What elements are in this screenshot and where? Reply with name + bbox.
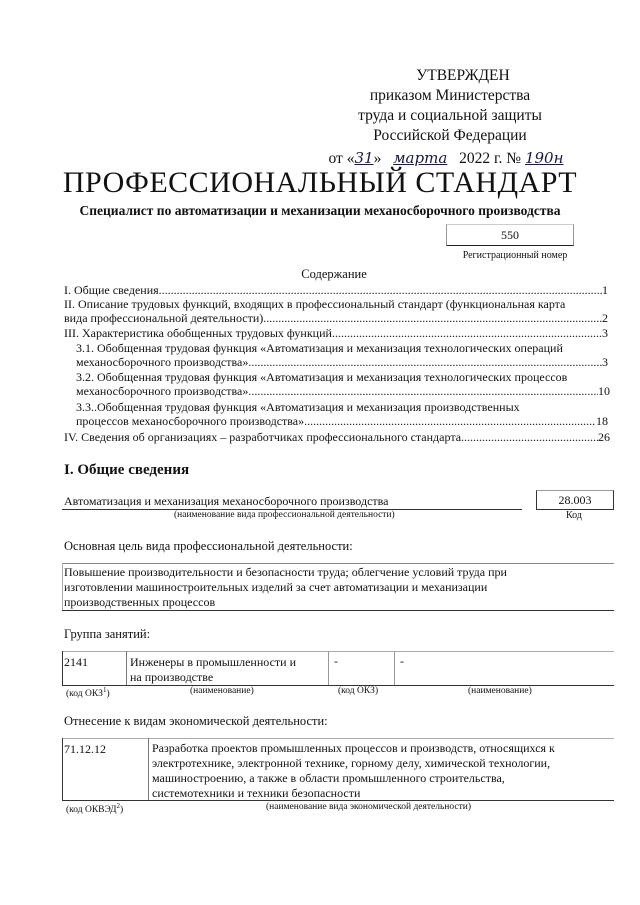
econ-box-bottom bbox=[62, 800, 614, 801]
toc-item-text-line1: II. Описание трудовых функций, входящих в профессиональный стандарт (функциональная карта bbox=[64, 297, 566, 311]
econ-desc-line-3: машиностроению, а также в области промышленного строительства, bbox=[152, 771, 505, 785]
econ-box-left bbox=[62, 738, 63, 800]
activity-code-caption: Код bbox=[566, 510, 582, 521]
group-label: Группа занятий: bbox=[64, 627, 151, 641]
activity-code: 28.003 bbox=[558, 493, 592, 507]
section-title: I. Общие сведения bbox=[64, 462, 190, 478]
group-divider-3 bbox=[394, 651, 395, 685]
toc-item-page: 18 bbox=[596, 414, 608, 428]
order-number: 190н bbox=[524, 149, 564, 167]
econ-desc-line-4: системотехники и техники безопасности bbox=[152, 786, 361, 800]
activity-code-box bbox=[536, 490, 614, 510]
toc-item-1[interactable] bbox=[64, 283, 608, 297]
toc-item-text-line1: 3.3..Обобщенная трудовая функция «Автоматизация и механизация производственных bbox=[76, 400, 520, 414]
approval-block bbox=[300, 66, 600, 169]
econ-box-top bbox=[62, 738, 614, 739]
toc-item-text: процессов механосборочного производства» bbox=[76, 414, 305, 428]
toc-item-text: вида профессиональной деятельности) bbox=[64, 311, 264, 325]
toc-item-4[interactable] bbox=[64, 430, 610, 444]
toc-item-page: 10 bbox=[598, 384, 610, 398]
toc-item-page: 3 bbox=[602, 355, 608, 369]
toc-item-text: I. Общие сведения bbox=[64, 283, 159, 297]
toc-item-text: IV. Сведения об организациях – разработчиках профессионального стандарта bbox=[64, 430, 462, 444]
econ-desc-line-2: электротехнике, электронной технике, горному делу, химической технологии, bbox=[152, 756, 551, 770]
toc-item-text: III. Характеристика обобщенных трудовых функций bbox=[64, 326, 332, 340]
toc-item-page: 26 bbox=[598, 430, 610, 444]
document-title: ПРОФЕССИОНАЛЬНЫЙ СТАНДАРТ bbox=[62, 166, 578, 199]
registration-label: Регистрационный номер bbox=[462, 250, 568, 261]
group-box-top bbox=[62, 651, 614, 652]
toc-heading: Содержание bbox=[301, 267, 367, 281]
group-divider-1 bbox=[126, 651, 127, 685]
date-mid: » bbox=[373, 150, 382, 167]
toc-item-2[interactable] bbox=[64, 297, 608, 325]
goal-label: Основная цель вида профессиональной деятельности: bbox=[64, 539, 353, 553]
approval-line-country: Российской Федерации bbox=[373, 127, 527, 144]
goal-box-bottom bbox=[62, 610, 614, 611]
goal-box-left bbox=[62, 563, 63, 611]
econ-caption-code: (код ОКВЭД$^2$) bbox=[66, 802, 124, 816]
date-prefix: от « bbox=[328, 150, 355, 167]
econ-caption-desc: (наименование вида экономической деятельности) bbox=[266, 802, 471, 812]
toc-item-3[interactable] bbox=[64, 326, 608, 340]
group-name-1-line1: Инженеры в промышленности и bbox=[130, 655, 296, 669]
group-name-1-line2: на производстве bbox=[130, 670, 214, 684]
goal-line-2: изготовлении машиностроительных изделий за счет автоматизации и механизации bbox=[64, 580, 488, 594]
toc-item-3-2[interactable] bbox=[76, 370, 610, 398]
group-name-2: - bbox=[400, 654, 404, 668]
toc-item-3-1[interactable] bbox=[76, 341, 608, 369]
goal-box-top bbox=[62, 563, 614, 564]
group-code-2: - bbox=[334, 654, 338, 668]
goal-line-3: производственных процессов bbox=[64, 595, 216, 609]
activity-name-caption: (наименование вида профессиональной деятельности) bbox=[174, 510, 395, 520]
toc-item-page: 2 bbox=[602, 311, 608, 325]
group-caption-name2: (наименование) bbox=[468, 686, 532, 696]
toc-item-page: 1 bbox=[602, 283, 608, 297]
approval-line-order: приказом Министерства bbox=[369, 87, 531, 104]
econ-code: 71.12.12 bbox=[64, 742, 106, 756]
registration-number-box bbox=[446, 224, 574, 246]
toc-item-text-line1: 3.1. Обобщенная трудовая функция «Автоматизация и механизация технологических операций bbox=[76, 341, 563, 355]
date-day: 31 bbox=[354, 149, 374, 167]
group-caption-code1: (код ОКЗ$^1$) bbox=[66, 686, 110, 700]
toc-item-text: механосборочного производства» bbox=[76, 355, 249, 369]
group-caption-code2: (код ОКЗ) bbox=[338, 686, 379, 696]
goal-line-1: Повышение производительности и безопасности труда; облегчение условий труда при bbox=[64, 565, 507, 579]
toc-item-3-3[interactable] bbox=[76, 400, 608, 428]
econ-divider bbox=[148, 738, 149, 800]
document-subtitle: Специалист по автоматизации и механизации механосборочного производства bbox=[79, 203, 561, 218]
activity-name: Автоматизация и механизация механосборочного производства bbox=[64, 494, 389, 508]
date-month: марта bbox=[393, 149, 448, 167]
group-divider-2 bbox=[328, 651, 329, 685]
econ-label: Отнесение к видам экономической деятельности: bbox=[64, 714, 328, 728]
date-year: 2022 г. № bbox=[455, 150, 522, 167]
registration-number: 550 bbox=[501, 228, 519, 242]
approval-heading: УТВЕРЖДЕН bbox=[416, 67, 510, 84]
toc-item-text: механосборочного производства» bbox=[76, 384, 249, 398]
econ-desc-line-1: Разработка проектов промышленных процессов и производств, относящихся к bbox=[152, 741, 555, 755]
approval-line-ministry: труда и социальной защиты bbox=[358, 107, 542, 124]
group-box-left bbox=[62, 651, 63, 685]
toc-item-page: 3 bbox=[602, 326, 608, 340]
group-caption-name1: (наименование) bbox=[190, 686, 254, 696]
group-code-1: 2141 bbox=[64, 655, 88, 669]
toc-item-text-line1: 3.2. Обобщенная трудовая функция «Автоматизация и механизация технологических процессов bbox=[76, 370, 568, 384]
